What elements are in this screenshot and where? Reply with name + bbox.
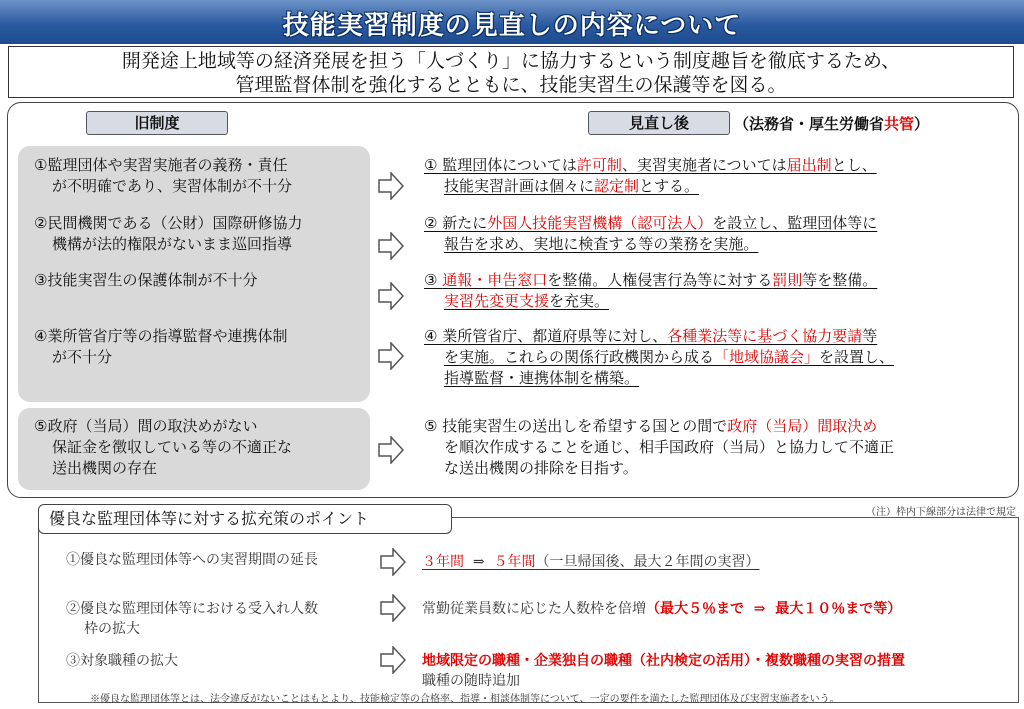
excellent-definition-note: ※優良な監理団体等とは、法令違反がないことはもとより、技能検定等の合格率、指導・相談体制等について、一定の要件を満たした監理団体及び実習実施者をいう。 bbox=[90, 694, 840, 705]
revised-label: 見直し後 bbox=[588, 111, 730, 135]
right-arrow-icon bbox=[378, 436, 404, 464]
right-arrow-icon bbox=[378, 232, 404, 260]
old-item-1-line-2: が不明確であり、実習体制が不十分 bbox=[52, 177, 293, 195]
ministries-pre: （法務省・厚生労働省 bbox=[734, 115, 885, 133]
new-item-5 bbox=[424, 416, 894, 479]
old-item-1-line-1: ①監理団体や実習実施者の義務・責任 bbox=[34, 156, 288, 174]
new-item-3-e: 等を整備。 bbox=[802, 271, 878, 289]
new-item-2-organization: 外国人技能実習機構（認可法人） bbox=[487, 214, 713, 232]
old-item-4 bbox=[34, 326, 287, 368]
period-arrow: ⇒ bbox=[464, 554, 494, 570]
new-item-1-e: とし、 bbox=[831, 156, 877, 174]
old-item-5 bbox=[34, 416, 292, 479]
new-item-1-a: ① 監理団体については bbox=[424, 156, 577, 174]
old-item-3 bbox=[34, 270, 257, 291]
period-note: （一旦帰国後、最大２年間の実習） bbox=[535, 554, 760, 570]
ministries-post: ） bbox=[914, 115, 930, 133]
old-item-2-line-1: ②民間機関である（公財）国際研修協力 bbox=[34, 214, 303, 232]
occupation-measures: 地域限定の職種・企業独自の職種（社内検定の活用）・複数職種の実習の措置 bbox=[422, 653, 905, 669]
new-item-3-contact: 通報・申告窓口 bbox=[442, 271, 548, 289]
purpose-line-2: 管理監督体制を強化するとともに、技能実習生の保護等を図る。 bbox=[235, 74, 787, 96]
new-item-1-c: 、実習実施者については bbox=[621, 156, 787, 174]
old-item-4-line-1: ④業所管省庁等の指導監督や連携体制 bbox=[34, 327, 288, 345]
enhancement-result-3 bbox=[422, 651, 905, 691]
new-item-3-transfer-support: 実習先変更支援 bbox=[444, 292, 550, 310]
new-item-4 bbox=[424, 326, 894, 389]
old-system-label: 旧制度 bbox=[86, 111, 228, 135]
old-item-5-line-3: 送出機関の存在 bbox=[52, 459, 158, 477]
purpose-box bbox=[8, 46, 1014, 98]
ministries-note bbox=[734, 113, 929, 134]
purpose-line-1: 開発途上地域等の経済発展を担う「人づくり」に協力するという制度趣旨を徹底するため、 bbox=[121, 50, 901, 72]
new-item-4-council: 「地域協議会」 bbox=[714, 348, 820, 366]
old-item-5-line-2: 保証金を徴収している等の不適正な bbox=[52, 438, 293, 456]
old-item-1 bbox=[34, 155, 292, 197]
right-arrow-icon bbox=[380, 548, 406, 576]
new-item-5-arrangement: 政府（当局）間取決め bbox=[727, 417, 878, 435]
period-5-years: ５年間 bbox=[493, 554, 536, 570]
new-item-1-f: 技能実習計画は個々に bbox=[444, 177, 595, 195]
new-item-1-certification: 認定制 bbox=[594, 177, 640, 195]
old-item-2-line-2: 機構が法的権限がないまま巡回指導 bbox=[52, 235, 293, 253]
new-item-2 bbox=[424, 213, 877, 255]
new-item-1-permit: 許可制 bbox=[576, 156, 622, 174]
enhancement-item-2-line-1: ②優良な監理団体等における受入れ人数 bbox=[66, 601, 318, 617]
new-item-1-h: とする。 bbox=[639, 177, 700, 195]
page-title: 技能実習制度の見直しの内容について bbox=[282, 11, 742, 41]
new-item-3-a: ③ bbox=[424, 271, 443, 289]
enhancement-item-2-line-2: 枠の拡大 bbox=[84, 621, 140, 637]
title-bar bbox=[0, 0, 1024, 44]
old-item-5-line-1: ⑤政府（当局）間の取決めがない bbox=[34, 417, 258, 435]
new-item-4-f: を設置し、 bbox=[819, 348, 895, 366]
new-item-3-c: を整備。人権侵害行為等に対する bbox=[547, 271, 773, 289]
enhancement-title: 優良な監理団体等に対する拡充策のポイント bbox=[38, 504, 452, 534]
enhancement-item-1: ①優良な監理団体等への実習期間の延長 bbox=[66, 552, 318, 568]
old-item-4-line-2: が不十分 bbox=[52, 348, 113, 366]
new-item-1 bbox=[424, 155, 877, 197]
occupation-addition: 職種の随時追加 bbox=[422, 673, 520, 689]
old-item-2 bbox=[34, 213, 302, 255]
enhancement-item-3: ③対象職種の拡大 bbox=[66, 653, 178, 669]
right-arrow-icon bbox=[378, 172, 404, 200]
new-item-3-g: を充実。 bbox=[549, 292, 610, 310]
quota-max: （最大５％まで ⇒ 最大１０％まで等） bbox=[646, 601, 902, 617]
new-item-3 bbox=[424, 270, 877, 312]
right-arrow-icon bbox=[380, 594, 406, 622]
right-arrow-icon bbox=[378, 282, 404, 310]
new-item-4-c: 等 bbox=[862, 327, 878, 345]
new-item-4-a: ④ 業所管省庁、都道府県等に対し、 bbox=[424, 327, 668, 345]
new-item-1-notification: 届出制 bbox=[786, 156, 832, 174]
new-item-4-g: 指導監督・連携体制を構築。 bbox=[444, 369, 640, 387]
new-item-5-a: ⑤ 技能実習生の送出しを希望する国との間で bbox=[424, 417, 728, 435]
law-footnote: （注）枠内下線部分は法律で規定 bbox=[866, 507, 1016, 518]
new-item-2-d: 報告を求め、実地に検査する等の業務を実施。 bbox=[444, 235, 759, 253]
new-item-5-d: な送出機関の排除を目指す。 bbox=[444, 459, 638, 477]
new-item-5-c: を順次作成することを通じ、相手国政府（当局）と協力して不適正 bbox=[444, 438, 895, 456]
right-arrow-icon bbox=[380, 646, 406, 674]
quota-text: 常勤従業員数に応じた人数枠を倍増 bbox=[422, 601, 646, 617]
enhancement-result-1 bbox=[422, 552, 760, 572]
new-item-2-c: を設立し、監理団体等に bbox=[712, 214, 878, 232]
new-item-3-penalty: 罰則 bbox=[772, 271, 803, 289]
new-item-4-d: を実施。これらの関係行政機関から成る bbox=[444, 348, 715, 366]
enhancement-item-2 bbox=[66, 599, 318, 639]
new-item-4-request: 各種業法等に基づく協力要請 bbox=[667, 327, 863, 345]
new-item-2-a: ② 新たに bbox=[424, 214, 488, 232]
right-arrow-icon bbox=[378, 342, 404, 370]
ministries-joint: 共管 bbox=[884, 115, 915, 133]
old-item-3-line-1: ③技能実習生の保護体制が不十分 bbox=[34, 271, 258, 289]
period-3-years: ３年間 bbox=[422, 554, 464, 570]
enhancement-result-2 bbox=[422, 599, 901, 619]
